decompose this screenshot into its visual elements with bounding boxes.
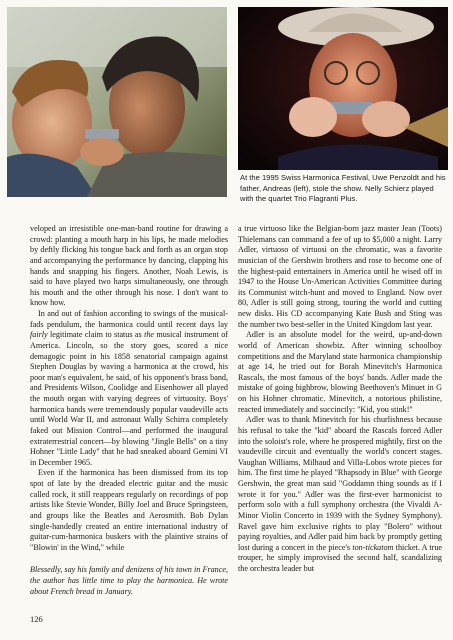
paragraph: Adler is an absolute model for the weird, up-and-down world of American showbiz. After winning schoolboy competitions and the Maryland state harmonica championship at age 14, he tried out for Borah Minevitch's Harmonica Rascals, the most famous of the boys' bands. Adler made the mistake of going highbrow, blowing Beethoven's Minuet in G on his Hohner chromatic. Minevitch, a notorious philistine, reacted immediately and succinctly: "Kid, you stink!" bbox=[238, 330, 442, 414]
text-span: Adler was to thank Minevitch for his churlishness because his refusal to take the "kid" aboard the Rascals forced Adler into the soloist's role, where he prospered mightily, first on the vaudeville circuit and eventually the world's concert stages. Vaughan Williams, Milhaud and Villa-Lobos wrote pieces for him. The first time he played "Rhapsody in Blue" with George Gershwin, the great man said "Goddamn thing sounds as if I wrote it for you." Adler was the first-ever harmonicist to perform solo with a full symphony orchestra (the Vivaldi A-Minor Violin Concerto in 1939 with the Sydney Symphony). Ravel gave him exclusive rights to play "Bolero" without paying royalties, and Adler paid him back by promptly getting lost during a concert in the piece's bbox=[238, 415, 442, 552]
author-bio: Blessedly, say his family and denizens of his town in France, the author has little time to play the harmonica. He wrote about French bread in January. bbox=[30, 565, 228, 596]
photo-caption: At the 1995 Swiss Harmonica Festival, Uwe Penzoldt and his father, Andreas (left), stole the show. Nelly Schierz played with the quartet Trio Flagranti Plus. bbox=[240, 173, 446, 204]
page-number: 126 bbox=[30, 614, 43, 624]
article-column-left bbox=[30, 224, 228, 597]
photo-harmonica-boys bbox=[7, 7, 227, 197]
emphasis: fairly bbox=[30, 330, 48, 340]
photo-festival-performer-image bbox=[238, 7, 448, 170]
paragraph bbox=[30, 309, 228, 468]
article-column-right bbox=[238, 224, 442, 575]
text-span: legitimate claim to status as bbox=[47, 330, 145, 340]
text-span: In and out of fashion according to swings of the musical-fads pendulum, the harmonica could until recent days lay bbox=[30, 309, 228, 329]
emphasis: ton-tickatom bbox=[352, 542, 394, 552]
photo-harmonica-boys-image bbox=[7, 7, 227, 197]
paragraph: Even if the harmonica has been dismissed from its top spot of late by the dreaded electric guitar and the music called rock, it still reappears regularly on recordings of pop artists like Stevie Wonder, Billy Joel and Bruce Springsteen, and groups like the Beatles and Aerosmith. Bob Dylan single-handedly created an entire international industry of guitar-cum-harmonica buskers with the plaintive strains of "Blowin' in the Wind," while bbox=[30, 468, 228, 552]
text-span: musical instrument of America. Lincoln, so the story goes, scored a nice demagogic point in his 1858 senatorial campaign against Stephen Douglas by waving a harmonica at the crowd, his poor man's equivalent, he said, of his opponent's brass band, and Presidents Wilson, Coolidge and Eisenhower all played the mouth organ with varying degrees of virtuosity. Boys' harmonica bands were tremendously popular vaudeville acts until World War II, and astronaut Wally Schirra completely faked out Mission Control—and performed the inaugural extraterrestrial concert—by blowing "Jingle Bells" on a tiny Hohner "Little Lady" that he had sneaked aboard Gemini VI in December 1965. bbox=[30, 330, 228, 467]
paragraph: veloped an irresistible one-man-band routine for drawing a crowd: planting a mouth harp in his lips, he made melodies by deftly flicking his tongue back and forth as an organ stop and accompanying the performance by dancing, clapping his hands and snapping his fingers. Another, Noah Lewis, is said to have played two harps simultaneously, one through his mouth and the other through his nose. I don't want to know how. bbox=[30, 224, 228, 308]
paragraph: a true virtuoso like the Belgian-born jazz master Jean (Toots) Thielemans can command a fee of up to $5,000 a night. Larry Adler, virtuoso of virtuosi on the chromatic, was a favorite musician of the Gershwin brothers and rose to become one of the highest-paid entertainers in America until he wised off in 1947 to the House Un-American Activities Committee during its Communist witch-hunt and moved to England. Now over 80, Adler is still going strong, touring the world and cutting new disks. His CD accompanying Kate Bush and Sting was the number two best-seller in the United Kingdom last year. bbox=[238, 224, 442, 329]
paragraph bbox=[238, 415, 442, 574]
text-span: thicket. A true trouper, he simply improvised the second half, scandalizing the orchestra leader but bbox=[238, 542, 442, 573]
emphasis: the bbox=[144, 330, 155, 340]
photo-festival-performer bbox=[238, 7, 448, 170]
